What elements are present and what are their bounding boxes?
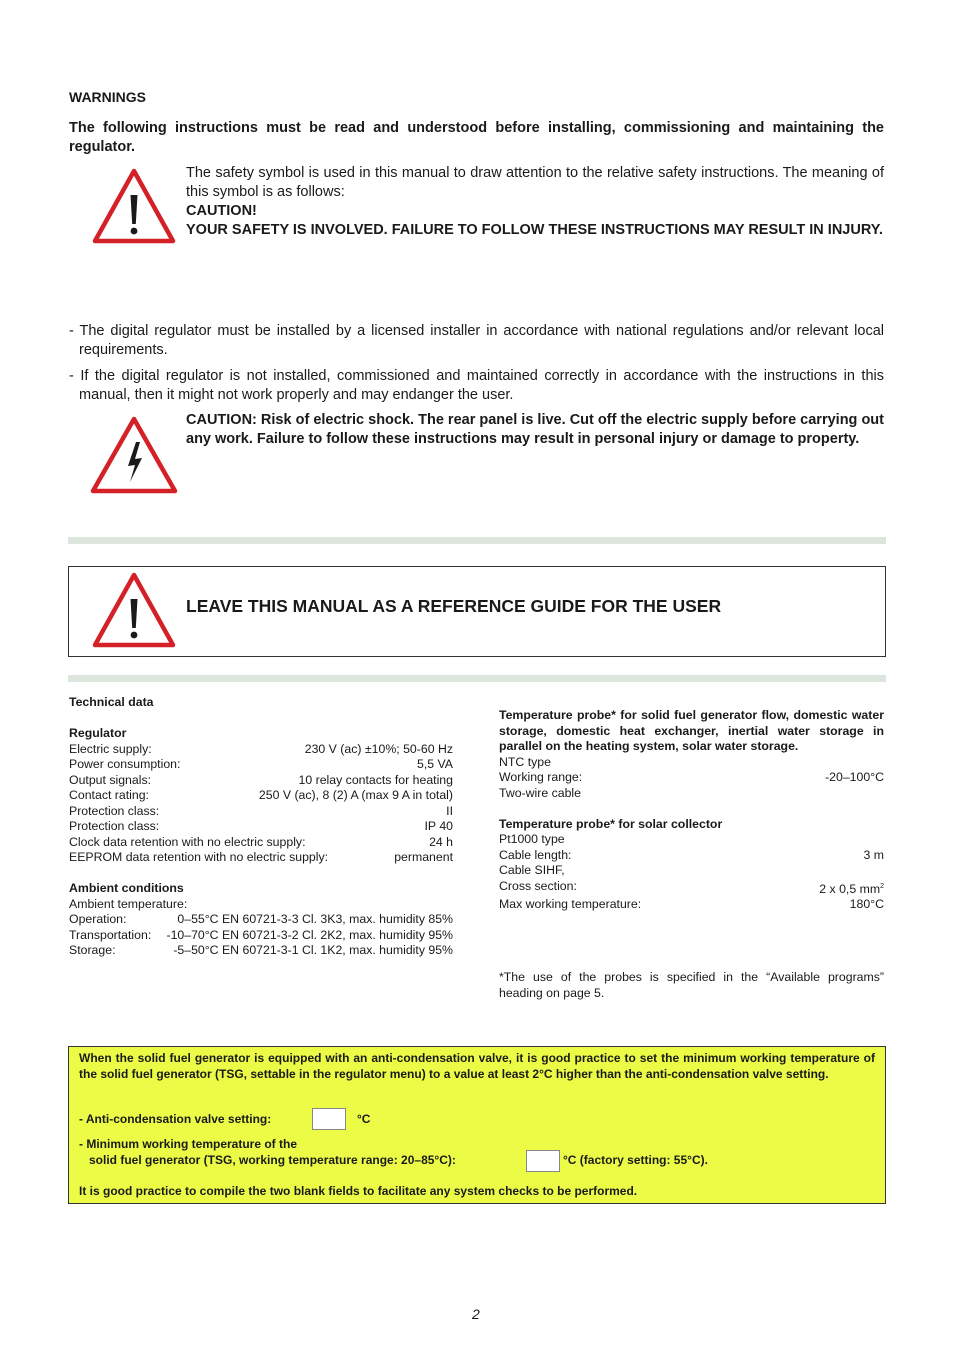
probe1-cable: Two-wire cable bbox=[499, 785, 582, 800]
warning-triangle-icon bbox=[92, 168, 176, 244]
spec-row: Protection class: IP 40 bbox=[69, 819, 453, 833]
spec-row: Output signals: 10 relay contacts for heating bbox=[69, 772, 453, 787]
technical-data-right bbox=[499, 708, 884, 913]
spec-row: Clock data retention with no electric supply: 24 h bbox=[69, 834, 453, 849]
bullet-installation: - If the digital regulator is not installed, commissioned and maintained correctly in accordance with the instructions in this manual, then it might not work properly and may endanger the user. bbox=[69, 368, 884, 403]
notice-paragraph: When the solid fuel generator is equipped with an anti-condensation valve, it is good practice to set the minimum working temperature of the solid fuel generator (TSG, settable in the regulator menu) to a value at least 2°C higher than the anti-condensation valve setting. bbox=[79, 1051, 875, 1081]
technical-data-title: Technical data bbox=[69, 695, 154, 709]
min-temp-field[interactable] bbox=[526, 1150, 560, 1172]
electric-shock-warning-icon bbox=[90, 416, 178, 494]
warning-triangle-icon bbox=[92, 572, 176, 648]
page-number: 2 bbox=[472, 1306, 480, 1322]
spec-row: Working range: -20–100°C bbox=[499, 770, 884, 784]
electric-caution-text: CAUTION: Risk of electric shock. The rear panel is live. Cut off the electric supply before carrying out any work. Failure to follow these instructions may result in personal injury or damage to property. bbox=[186, 412, 884, 447]
min-temp-label-line1: - Minimum working temperature of the bbox=[79, 1137, 298, 1151]
spec-row: Max working temperature: 180°C bbox=[499, 897, 884, 912]
reference-guide-title: LEAVE THIS MANUAL AS A REFERENCE GUIDE FOR THE USER bbox=[186, 596, 722, 616]
spec-row: Protection class: II bbox=[69, 803, 453, 818]
probe1-title: Temperature probe* for solid fuel generator flow, domestic water storage, domestic heat exchanger, inertial water storage in parallel on the heating system, solar water storage. bbox=[499, 708, 884, 753]
spec-row: Cable length: 3 m bbox=[499, 847, 884, 862]
intro-text: The following instructions must be read and understood before installing, commissioning and maintaining the regulator. bbox=[69, 120, 884, 155]
spec-row: EEPROM data retention with no electric supply: permanent bbox=[69, 850, 453, 864]
ambient-row: Storage: -5–50°C EN 60721-3-1 Cl. 1K2, max. humidity 95% bbox=[69, 943, 453, 957]
notice-closing: It is good practice to compile the two blank fields to facilitate any system checks to be performed. bbox=[79, 1184, 638, 1198]
warnings-heading: WARNINGS bbox=[69, 89, 146, 105]
spec-row: Cross section: 2 x 0,5 $mm^2$ bbox=[499, 878, 884, 896]
probe1-type: NTC type bbox=[499, 754, 551, 769]
probe2-cable: Cable SIHF, bbox=[499, 863, 565, 877]
spec-row: Contact rating: 250 V (ac), 8 (2) A (max 9 A in total) bbox=[69, 788, 453, 802]
ambient-row: Operation: 0–55°C EN 60721-3-3 Cl. 3K3, max. humidity 85% bbox=[69, 912, 453, 926]
valve-setting-field[interactable] bbox=[312, 1108, 346, 1130]
valve-setting-unit: °C bbox=[357, 1112, 371, 1126]
ambient-intro: Ambient temperature: bbox=[69, 896, 188, 911]
probe-footnote: *The use of the probes is specified in the “Available programs” heading on page 5. bbox=[499, 970, 884, 1000]
section-divider-top bbox=[68, 537, 886, 544]
min-temp-label-line2: solid fuel generator (TSG, working temperature range: 20–85°C): bbox=[89, 1153, 456, 1167]
safety-symbol-text bbox=[186, 164, 884, 240]
bullet-installer: - The digital regulator must be installed by a licensed installer in accordance with national regulations and/or relevant local requirements. bbox=[69, 323, 884, 358]
spec-row: Electric supply: 230 V (ac) ±10%; 50-60 Hz bbox=[69, 741, 453, 756]
probe2-title: Temperature probe* for solar collector bbox=[499, 816, 723, 831]
safety-description: The safety symbol is used in this manual to draw attention to the relative safety instructions. The meaning of this symbol is as follows: bbox=[186, 165, 884, 200]
caution-label: CAUTION! bbox=[186, 203, 257, 219]
probe2-type: Pt1000 type bbox=[499, 832, 565, 846]
ambient-conditions-title: Ambient conditions bbox=[69, 881, 184, 895]
technical-data-left bbox=[69, 695, 453, 959]
section-divider-bottom bbox=[68, 675, 886, 682]
ambient-row: Transportation: -10–70°C EN 60721-3-2 Cl. 2K2, max. humidity 95% bbox=[69, 927, 453, 942]
valve-setting-label: - Anti-condensation valve setting: bbox=[79, 1112, 272, 1126]
spec-row: Power consumption: 5,5 VA bbox=[69, 757, 453, 771]
caution-text: YOUR SAFETY IS INVOLVED. FAILURE TO FOLLOW THESE INSTRUCTIONS MAY RESULT IN INJURY. bbox=[186, 222, 883, 238]
min-temp-unit: °C (factory setting: 55°C). bbox=[563, 1153, 708, 1167]
regulator-title: Regulator bbox=[69, 726, 127, 740]
